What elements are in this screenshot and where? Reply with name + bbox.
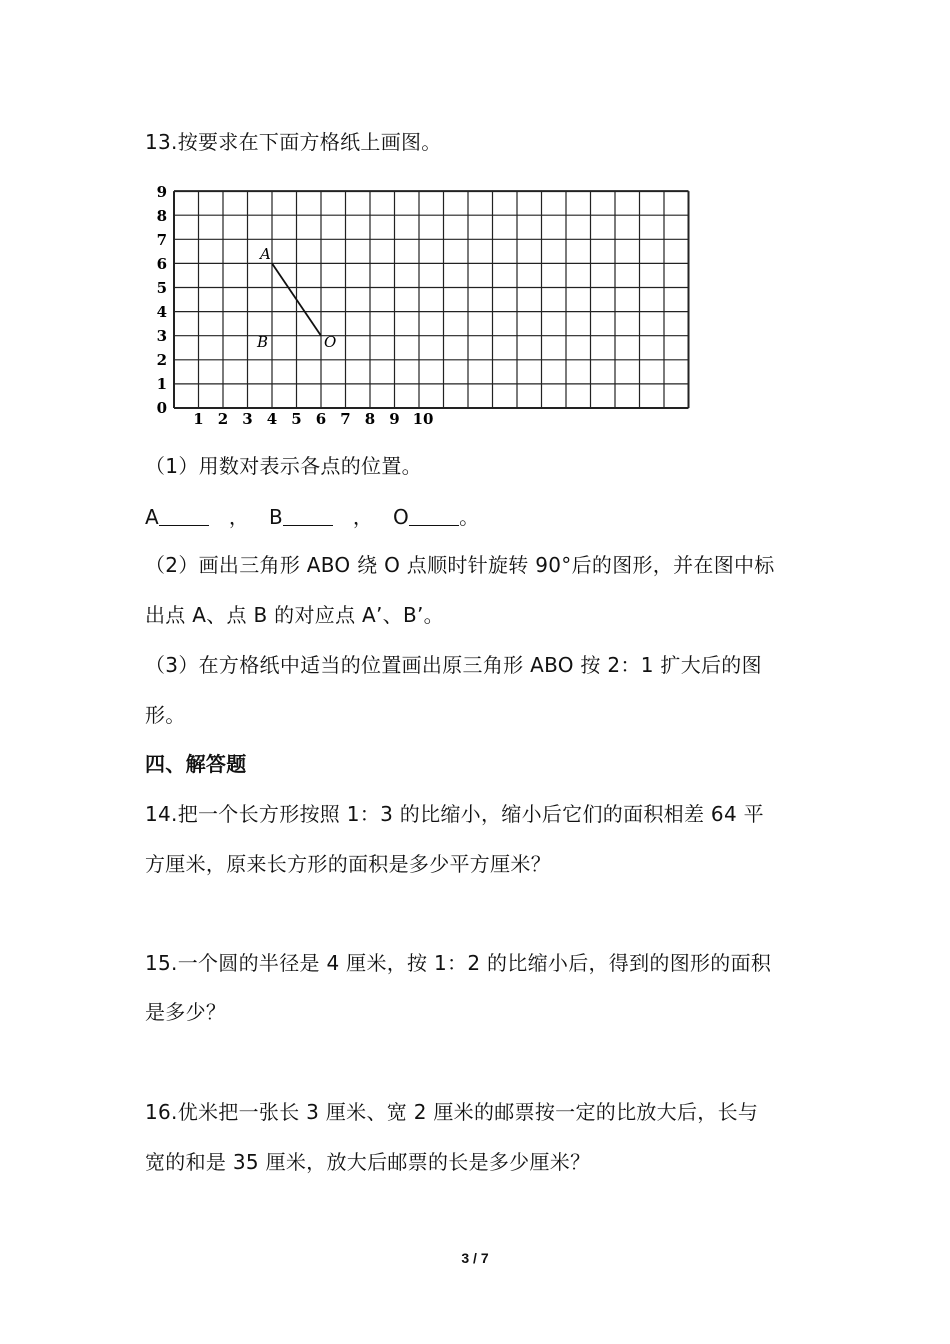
q16-line2: 宽的和是 35 厘米，放大后邮票的长是多少厘米？ (145, 1150, 591, 1174)
y-label: 3 (156, 327, 167, 345)
coordinate-grid (140, 175, 700, 430)
q15-line1: 15.一个圆的半径是 4 厘米，按 1：2 的比缩小后，得到的图形的面积 (145, 951, 772, 975)
q13-sub2-line1: （2）画出三角形 ABO 绕 O 点顺时针旋转 90°后的图形，并在图中标 (145, 553, 775, 577)
comma: ， (228, 505, 250, 529)
y-label: 0 (156, 399, 167, 417)
blank-b-answer[interactable] (283, 505, 333, 526)
y-label: 1 (156, 375, 167, 393)
q14-line1: 14.把一个长方形按照 1：3 的比缩小，缩小后它们的面积相差 64 平 (145, 802, 764, 826)
q13-blanks (145, 503, 479, 531)
y-label: 2 (156, 351, 167, 369)
y-axis-labels (157, 183, 167, 417)
section-heading: 四、解答题 (145, 752, 247, 776)
x-label: 10 (412, 410, 434, 428)
q15-line2: 是多少？ (145, 1000, 227, 1024)
x-label: 8 (364, 410, 376, 428)
x-axis-labels (193, 410, 433, 428)
y-label: 6 (156, 255, 167, 273)
q16-line1: 16.优米把一张长 3 厘米、宽 2 厘米的邮票按一定的比放大后，长与 (145, 1100, 759, 1124)
x-label: 4 (266, 410, 278, 428)
blank-b-label: B (268, 505, 284, 529)
grid-lines (174, 191, 689, 408)
x-label: 1 (193, 410, 204, 428)
end-mark: 。 (459, 505, 480, 529)
q13-sub3-line1: （3）在方格纸中适当的位置画出原三角形 ABO 按 2：1 扩大后的图 (145, 653, 762, 677)
blank-o-label: O (393, 505, 410, 529)
q13-title: 13.按要求在下面方格纸上画图。 (145, 130, 442, 154)
blank-a-label: A (145, 505, 159, 529)
blank-o-answer[interactable] (409, 505, 459, 526)
comma: ， (352, 505, 374, 529)
point-b-label: B (257, 333, 269, 351)
point-a-label: A (260, 245, 271, 263)
y-label: 5 (156, 279, 167, 297)
q13-sub2-line2: 出点 A、点 B 的对应点 A’、B’。 (145, 603, 444, 627)
x-label: 2 (217, 410, 229, 428)
x-label: 5 (291, 410, 302, 428)
page-number: 3 / 7 (461, 1250, 489, 1266)
x-label: 3 (242, 410, 253, 428)
q13-sub3-line2: 形。 (145, 703, 186, 727)
point-o-label: O (324, 333, 337, 351)
y-label: 9 (156, 183, 167, 201)
x-label: 7 (340, 410, 351, 428)
y-label: 7 (156, 231, 167, 249)
q13-sub1: （1）用数对表示各点的位置。 (145, 454, 422, 478)
y-label: 8 (156, 207, 167, 225)
x-label: 9 (389, 410, 400, 428)
blank-a-answer[interactable] (159, 505, 209, 526)
q14-line2: 方厘米，原来长方形的面积是多少平方厘米？ (145, 852, 551, 876)
y-label: 4 (156, 303, 167, 321)
x-label: 6 (315, 410, 327, 428)
